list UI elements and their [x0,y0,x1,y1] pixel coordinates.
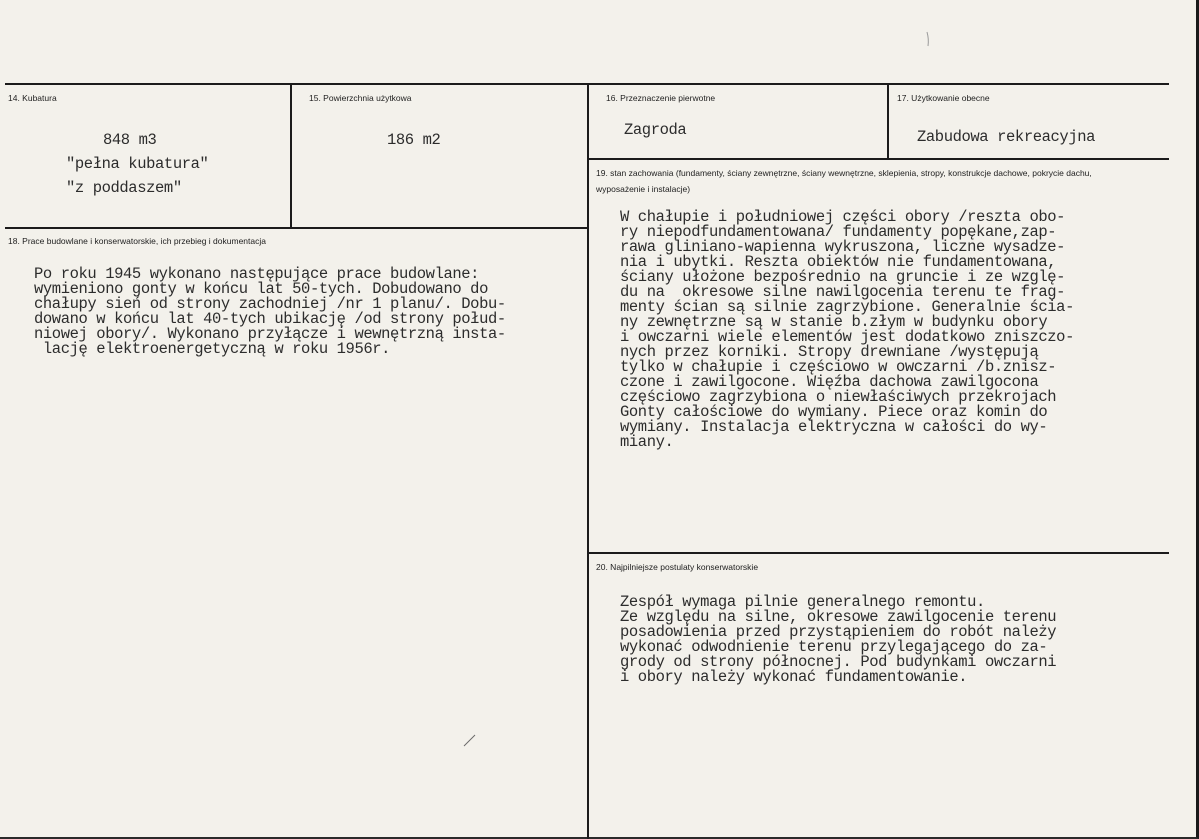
field-15-label: 15. Powierzchnia użytkowa [309,93,412,103]
rule-field19 [588,158,1169,160]
text-line: Ze względu na silne, okresowe zawilgocenie terenu [620,608,1057,626]
field-20-text [620,595,1056,685]
field-14-label: 14. Kubatura [8,93,57,103]
field-16-value: Zagroda [624,121,687,139]
field-14-note-full: "pełna kubatura" [66,155,209,173]
divider-16-17 [887,84,889,159]
text-line: tylko w chałupie i częściowo w owczarni /b.znisz- [620,358,1057,376]
text-line: niowej obory/. Wykonano przyłącze i wewnętrzną insta- [34,325,506,343]
text-line: Po roku 1945 wykonano następujące prace budowlane: [34,265,480,283]
text-line: rawa gliniano-wapienna wykruszona, liczne wysadze- [620,238,1066,256]
field-14-note-attic: "z poddaszem" [66,179,182,197]
divider-14-15 [290,84,292,228]
text-line: wymieniono gonty w końcu lat 50-tych. Dobudowano do [34,280,488,298]
text-line: W chałupie i południowej części obory /reszta obo- [620,208,1066,226]
text-line: chałupy sień od strony zachodniej /nr 1 planu/. Dobu- [34,295,506,313]
field-19-label: 19. stan zachowania (fundamenty, ściany zewnętrzne, ściany wewnętrzne, sklepienia, stropy, konstrukcje dachowe, pokrycie dachu, wyposażenie i instalacje) [596,168,1092,194]
field-17-label: 17. Użytkowanie obecne [897,93,990,103]
field-17-value: Zabudowa rekreacyjna [917,128,1096,146]
text-line: i obory należy wykonać fundamentowanie. [620,668,968,686]
text-line: częściowo zagrzybiona o niewłaściwych przekrojach [620,388,1057,406]
field-16-label: 16. Przeznaczenie pierwotne [606,93,716,103]
text-line: nia i ubytki. Reszta obiektów nie fundamentowana, [620,253,1057,271]
field-15-value: 186 m2 [387,131,441,149]
center-divider [587,84,589,839]
text-line: lację elektroenergetyczną w roku 1956r. [34,340,391,358]
text-line: ny zewnętrzne są w stanie b.złym w budynku obory [620,313,1048,331]
text-line: nych przez korniki. Stropy drewniane /występują [620,343,1039,361]
text-line: miany. [620,433,674,451]
field-19-text [620,210,1074,450]
text-line: czone i zawilgocone. Więźba dachowa zawilgocona [620,373,1039,391]
text-line: Zespół wymaga pilnie generalnego remontu. [620,593,985,611]
text-line: i owczarni wiele elementów jest dodatkowo zniszczo- [620,328,1074,346]
text-line: wykonać odwodnienie terenu przylegającego do za- [620,638,1048,656]
text-line: menty ścian są silnie zagrzybione. Generalnie ścia- [620,298,1074,316]
field-18-text [34,267,506,357]
pencil-mark-icon [924,30,932,48]
text-line: dowano w końcu lat 40-tych ubikację /od strony połud- [34,310,506,328]
text-line: wymiany. Instalacja elektryczna w całości do wy- [620,418,1048,436]
text-line: posadowienia przed przystąpieniem do robót należy [620,623,1057,641]
text-line: du na okresowe silne nawilgocenia terenu te frag- [620,283,1066,301]
field-14-volume: 848 m3 [103,131,157,149]
field-20-label: 20. Najpilniejsze postulaty konserwatorskie [596,562,759,572]
rule-field18 [5,227,588,229]
rule-field20 [588,552,1169,554]
text-line: ściany ułożone bezpośrednio na gruncie i ze wzglę- [620,268,1066,286]
text-line: Gonty całościowe do wymiany. Piece oraz komin do [620,403,1048,421]
field-18-label: 18. Prace budowlane i konserwatorskie, ich przebieg i dokumentacja [8,236,266,246]
pencil-mark-icon [462,732,478,748]
text-line: grody od strony północnej. Pod budynkami owczarni [620,653,1057,671]
text-line: ry niepodfundamentowana/ fundamenty popękane,zap- [620,223,1057,241]
